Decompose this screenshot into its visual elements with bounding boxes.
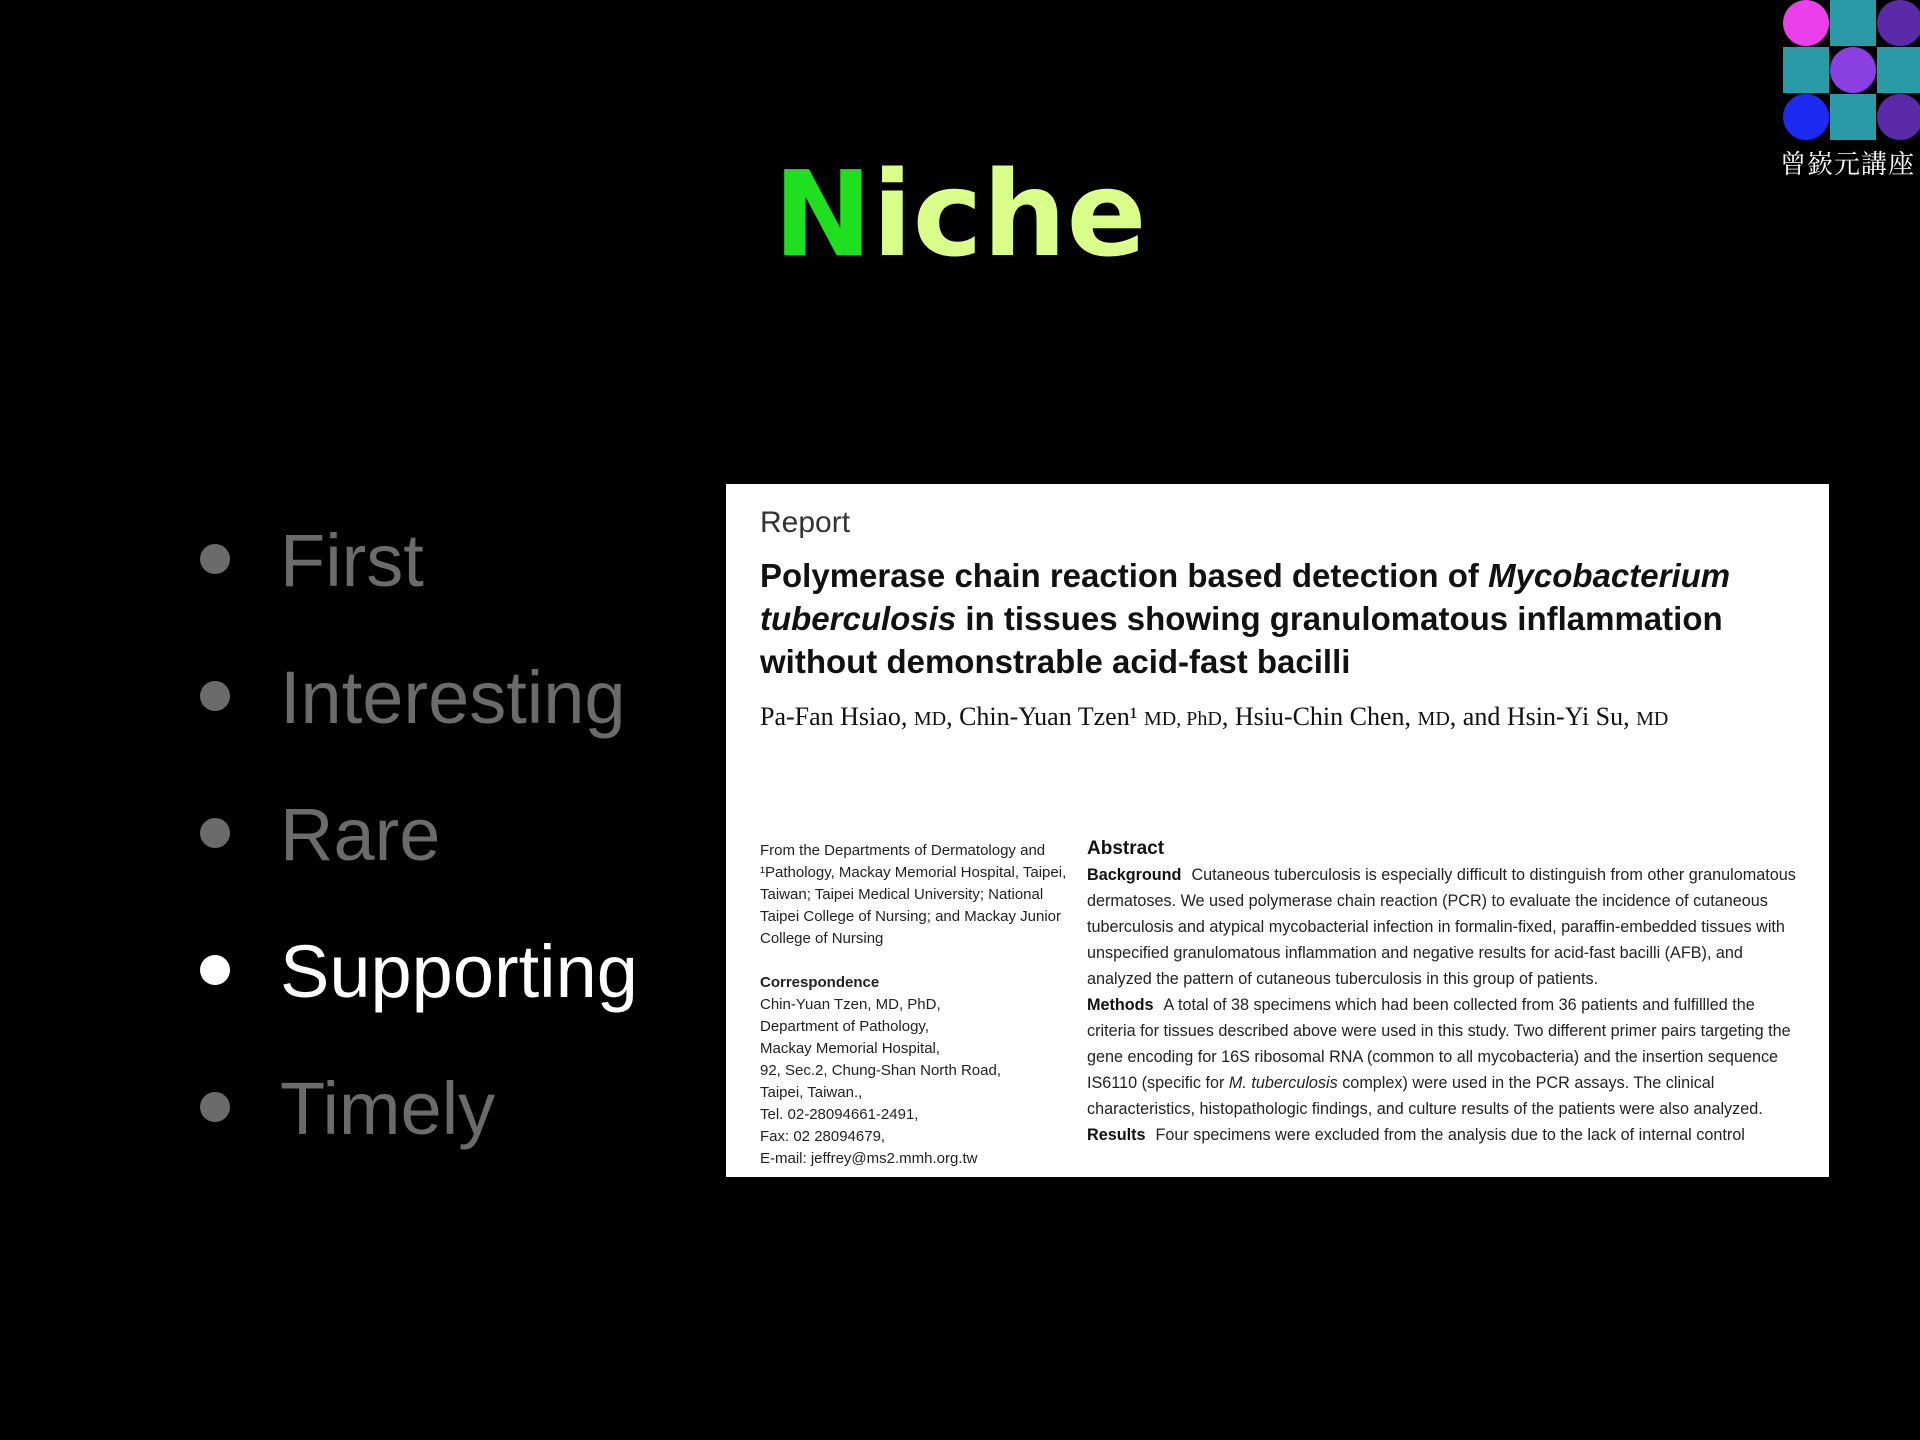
logo-caption: 曾嶔元講座 bbox=[1780, 150, 1916, 180]
abstract-results bbox=[1087, 1122, 1797, 1148]
correspondence-line: Taipei, Taiwan., bbox=[760, 1084, 863, 1101]
bullet-label: Timely bbox=[280, 1067, 496, 1150]
paper-title-italic: Mycobacterium tuberculosis bbox=[760, 557, 1731, 637]
author-degree: MD bbox=[913, 708, 947, 730]
correspondence-line: Chin-Yuan Tzen, MD, PhD, bbox=[760, 996, 941, 1013]
logo-circle bbox=[1783, 0, 1829, 46]
correspondence-line: Mackay Memorial Hospital, bbox=[760, 1040, 941, 1057]
bullet-dot-icon bbox=[200, 681, 230, 711]
author-degree: MD bbox=[1636, 708, 1669, 730]
author-degree: MD bbox=[1417, 708, 1450, 730]
logo-square bbox=[1783, 47, 1829, 93]
abstract-section-italic: M. tuberculosis bbox=[1228, 1074, 1338, 1092]
author-degree: MD, PhD bbox=[1144, 708, 1222, 730]
logo-square bbox=[1830, 0, 1876, 46]
correspondence-line: 92, Sec.2, Chung-Shan North Road, bbox=[760, 1062, 1001, 1079]
logo-circle bbox=[1830, 47, 1876, 93]
logo-circle bbox=[1783, 94, 1829, 140]
slide-title-rest: iche bbox=[872, 145, 1147, 283]
abstract-section-heading: Methods bbox=[1087, 996, 1154, 1014]
correspondence-line: Department of Pathology, bbox=[760, 1018, 929, 1035]
paper-excerpt bbox=[726, 484, 1829, 1177]
abstract-section-heading: Background bbox=[1087, 866, 1182, 884]
author-name: and Hsin-Yi Su, bbox=[1462, 702, 1630, 731]
paper-authors: Pa-Fan Hsiao, MD, Chin-Yuan Tzen¹ MD, PhD, Hsiu-Chin Chen, MD, and Hsin-Yi Su, MD bbox=[760, 702, 1669, 731]
paper-abstract bbox=[1087, 836, 1797, 1148]
abstract-section-text: complex) were used in the PCR assays. The clinical characteristics, histopathologic findings, and culture results of the patients were also analyzed. bbox=[1087, 1074, 1763, 1118]
paper-title-part: in tissues showing granulomatous inflammation without demonstrable acid-fast bacilli bbox=[760, 600, 1723, 680]
logo-circle bbox=[1877, 94, 1920, 140]
author-name: Chin-Yuan Tzen¹ bbox=[959, 702, 1138, 731]
paper-title-part: Polymerase chain reaction based detection of bbox=[760, 557, 1489, 594]
correspondence-line: E-mail: jeffrey@ms2.mmh.org.tw bbox=[760, 1150, 978, 1167]
paper-title bbox=[760, 554, 1810, 683]
bullet-dot-icon bbox=[200, 544, 230, 574]
bullet-dot-icon bbox=[200, 818, 230, 848]
paper-sidebar bbox=[760, 840, 1070, 1170]
bullet-label: First bbox=[280, 519, 424, 602]
abstract-background bbox=[1087, 862, 1797, 992]
bullet-dot-icon bbox=[200, 1092, 230, 1122]
bullet-dot-icon bbox=[200, 955, 230, 985]
abstract-section-text: Cutaneous tuberculosis is especially difficult to distinguish from other granulomatous dermatoses. We used polymerase chain reaction (PCR) to evaluate the incidence of cutaneous tuberculosis and atypical mycobacterial infection in formalin-fixed, paraffin-embedded tissues with unspecified granulomatous inflammation and negative results for acid-fast bacilli (AFB), and analyzed the pattern of cutaneous tuberculosis in this group of patients. bbox=[1087, 866, 1796, 988]
logo bbox=[1780, 0, 1920, 180]
correspondence-line: Tel. 02-28094661-2491, bbox=[760, 1106, 919, 1123]
abstract-heading: Abstract bbox=[1087, 838, 1165, 859]
abstract-section-text: A total of 38 specimens which had been collected from 36 patients and fulfillled the criteria for tissues described above were used in this study. Two different primer pairs targeting the gene encoding for 16S ribosomal RNA (common to all mycobacteria) and the insertion sequence IS6110 (specific for bbox=[1087, 996, 1791, 1092]
paper-kind: Report bbox=[760, 506, 851, 539]
correspondence-line: Fax: 02 28094679, bbox=[760, 1128, 886, 1145]
abstract-section-heading: Results bbox=[1087, 1126, 1146, 1144]
abstract-methods bbox=[1087, 992, 1797, 1122]
paper-affiliation: From the Departments of Dermatology and ¹Pathology, Mackay Memorial Hospital, Taipei, Taiwan; Taipei Medical University; National Taipei College of Nursing; and Mackay Junior College of Nursing bbox=[760, 842, 1067, 947]
slide-title-first-letter: N bbox=[773, 145, 873, 283]
author-name: Pa-Fan Hsiao, bbox=[760, 702, 908, 731]
bullet-label: Supporting bbox=[280, 930, 638, 1013]
abstract-section-text: Four specimens were excluded from the analysis due to the lack of internal control bbox=[1155, 1126, 1745, 1144]
author-name: Hsiu-Chin Chen, bbox=[1234, 702, 1412, 731]
correspondence-heading: Correspondence bbox=[760, 974, 880, 991]
logo-square bbox=[1877, 47, 1920, 93]
logo-circle bbox=[1877, 0, 1920, 46]
slide-title bbox=[0, 145, 1920, 283]
bullet-label: Rare bbox=[280, 793, 441, 876]
logo-square bbox=[1830, 94, 1876, 140]
bullet-label: Interesting bbox=[280, 656, 626, 739]
